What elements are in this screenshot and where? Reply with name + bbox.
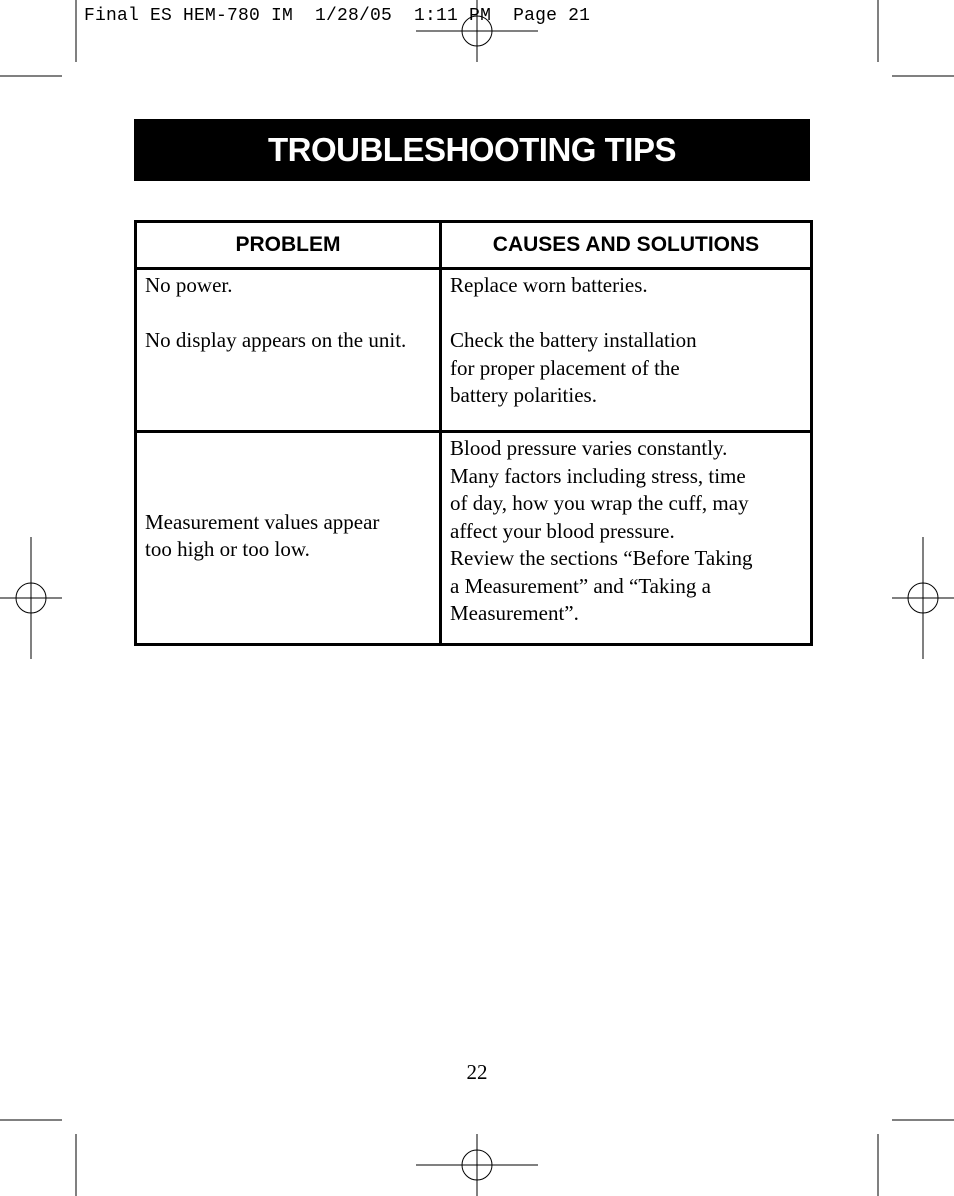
problem-column-header: PROBLEM (136, 222, 441, 269)
problem-text: too high or too low. (145, 537, 310, 561)
solution-text: battery polarities. (450, 383, 597, 407)
problem-text: No display appears on the unit. (145, 328, 407, 352)
title-banner (134, 119, 810, 181)
solution-cell (441, 269, 812, 432)
table-row (136, 269, 812, 432)
solution-text: Blood pressure varies constantly. (450, 436, 728, 460)
problem-text: No power. (145, 273, 233, 297)
solution-text: Measurement”. (450, 601, 579, 625)
problem-text: Measurement values appear (145, 509, 380, 534)
solution-text: a Measurement” and “Taking a (450, 573, 711, 598)
print-slug-line: Final ES HEM-780 IM 1/28/05 1:11 PM Page 21 (84, 6, 591, 26)
page-title: TROUBLESHOOTING TIPS (267, 131, 676, 168)
table-row (136, 432, 812, 645)
page-number: 22 (466, 1060, 488, 1084)
problem-cell (136, 269, 441, 432)
solution-text: Check the battery installation (450, 328, 697, 352)
causes-column-header: CAUSES AND SOLUTIONS (441, 222, 812, 269)
solution-text: of day, how you wrap the cuff, may (450, 491, 749, 515)
troubleshooting-table (134, 220, 813, 646)
solution-text: Review the sections “Before Taking (450, 546, 753, 570)
solution-text: for proper placement of the (450, 355, 680, 380)
solution-text: affect your blood pressure. (450, 518, 675, 543)
problem-cell (136, 432, 441, 645)
table-header-row (136, 222, 812, 269)
solution-text: Many factors including stress, time (450, 463, 746, 488)
solution-text: Replace worn batteries. (450, 273, 648, 297)
solution-cell (441, 432, 812, 645)
